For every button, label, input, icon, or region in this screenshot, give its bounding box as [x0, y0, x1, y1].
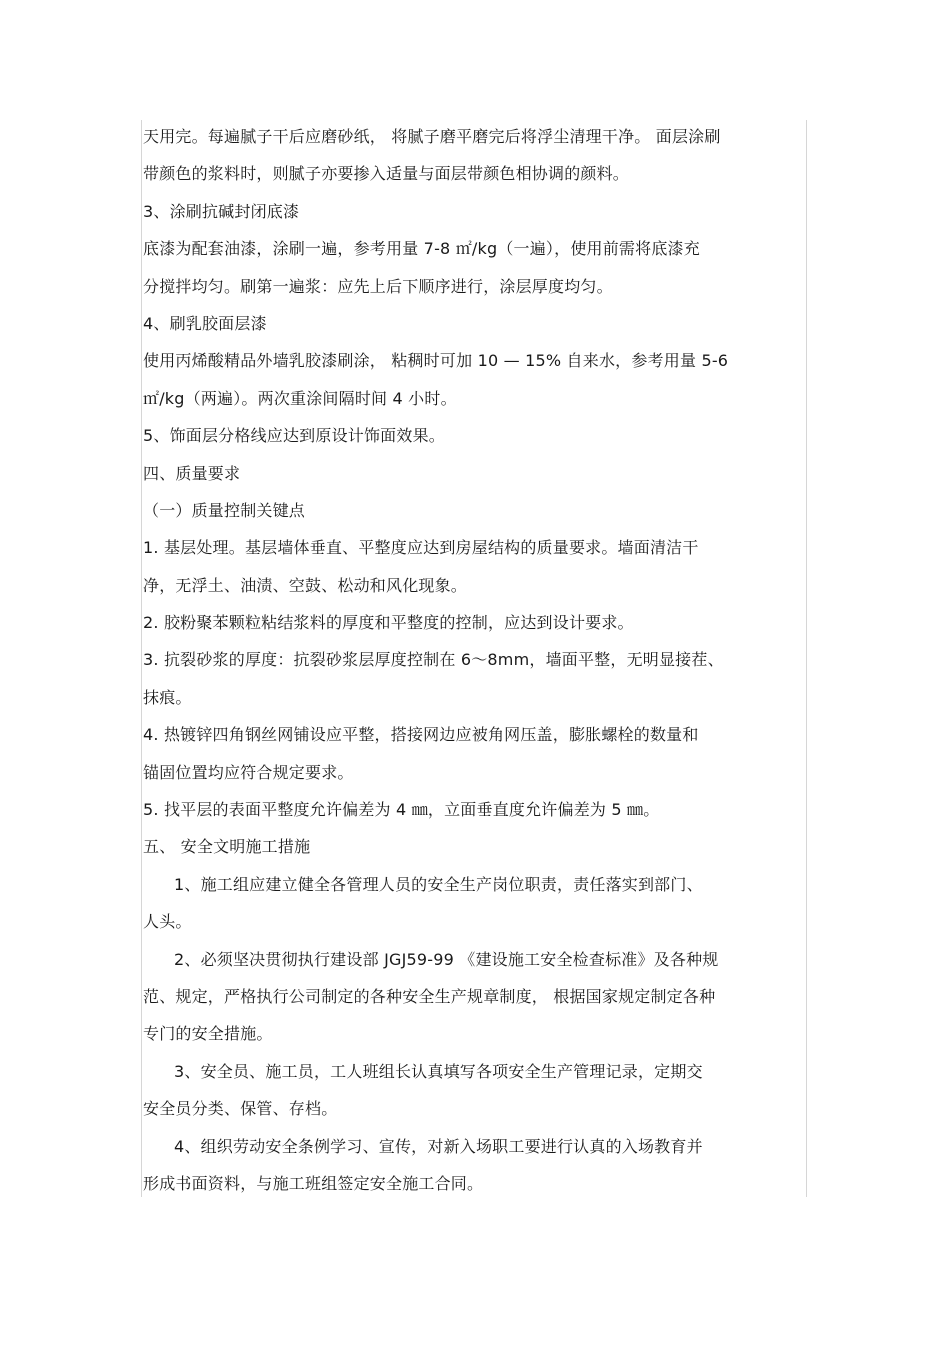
text-line: 1、施工组应建立健全各管理人员的安全生产岗位职责，责任落实到部门、: [174, 874, 703, 894]
page-border-left: [141, 120, 142, 1197]
text-line: 使用丙烯酸精品外墙乳胶漆刷涂， 粘稠时可加 10 — 15% 自来水，参考用量 5-6: [143, 351, 729, 371]
text-line: 3、安全员、施工员，工人班组长认真填写各项安全生产管理记录，定期交: [174, 1061, 703, 1081]
chapter-heading: 五、 安全文明施工措施: [143, 837, 311, 857]
text-line: 范、规定，严格执行公司制定的各种安全生产规章制度， 根据国家规定制定各种: [143, 986, 716, 1006]
section-heading: 3、涂刷抗碱封闭底漆: [143, 201, 300, 221]
text-line: 分搅拌均匀。刷第一遍浆：应先上后下顺序进行，涂层厚度均匀。: [143, 276, 613, 296]
text-line: 抹痕。: [143, 687, 192, 707]
text-line: 人头。: [143, 912, 192, 932]
document-body: [143, 118, 805, 1202]
text-line: 4、组织劳动安全条例学习、宣传，对新入场职工要进行认真的入场教育并: [174, 1136, 703, 1156]
section-heading: 4、刷乳胶面层漆: [143, 313, 267, 333]
text-line: 5. 找平层的表面平整度允许偏差为 4 ㎜，立面垂直度允许偏差为 5 ㎜。: [143, 800, 660, 820]
text-line: 净，无浮土、油渍、空鼓、松动和风化现象。: [143, 575, 468, 595]
text-line: 带颜色的浆料时，则腻子亦要掺入适量与面层带颜色相协调的颜料。: [143, 164, 630, 184]
text-line: 2. 胶粉聚苯颗粒粘结浆料的厚度和平整度的控制，应达到设计要求。: [143, 613, 634, 633]
subsection-heading: （一）质量控制关键点: [143, 500, 306, 520]
text-line: 安全员分类、保管、存档。: [143, 1099, 338, 1119]
text-line: 锚固位置均应符合规定要求。: [143, 762, 354, 782]
text-line: ㎡/kg（两遍）。两次重涂间隔时间 4 小时。: [143, 388, 457, 408]
text-line: 天用完。每遍腻子干后应磨砂纸， 将腻子磨平磨完后将浮尘清理干净。 面层涂刷: [143, 127, 721, 146]
text-line: 1. 基层处理。基层墙体垂直、平整度应达到房屋结构的质量要求。墙面清洁干: [143, 538, 699, 558]
text-line: 形成书面资料，与施工班组签定安全施工合同。: [143, 1173, 484, 1193]
text-line: 5、饰面层分格线应达到原设计饰面效果。: [143, 426, 445, 446]
text-line: 底漆为配套油漆，涂刷一遍，参考用量 7-8 ㎡/kg（一遍），使用前需将底漆充: [143, 239, 700, 259]
chapter-heading: 四、质量要求: [143, 463, 241, 483]
text-line: 2、必须坚决贯彻执行建设部 JGJ59-99 《建设施工安全检查标准》及各种规: [174, 949, 719, 969]
text-line: 专门的安全措施。: [143, 1024, 273, 1044]
page-border-right: [806, 120, 807, 1197]
text-line: 3. 抗裂砂浆的厚度：抗裂砂浆层厚度控制在 6～8mm，墙面平整，无明显接茬、: [143, 650, 724, 670]
text-line: 4. 热镀锌四角钢丝网铺设应平整，搭接网边应被角网压盖，膨胀螺栓的数量和: [143, 725, 699, 745]
